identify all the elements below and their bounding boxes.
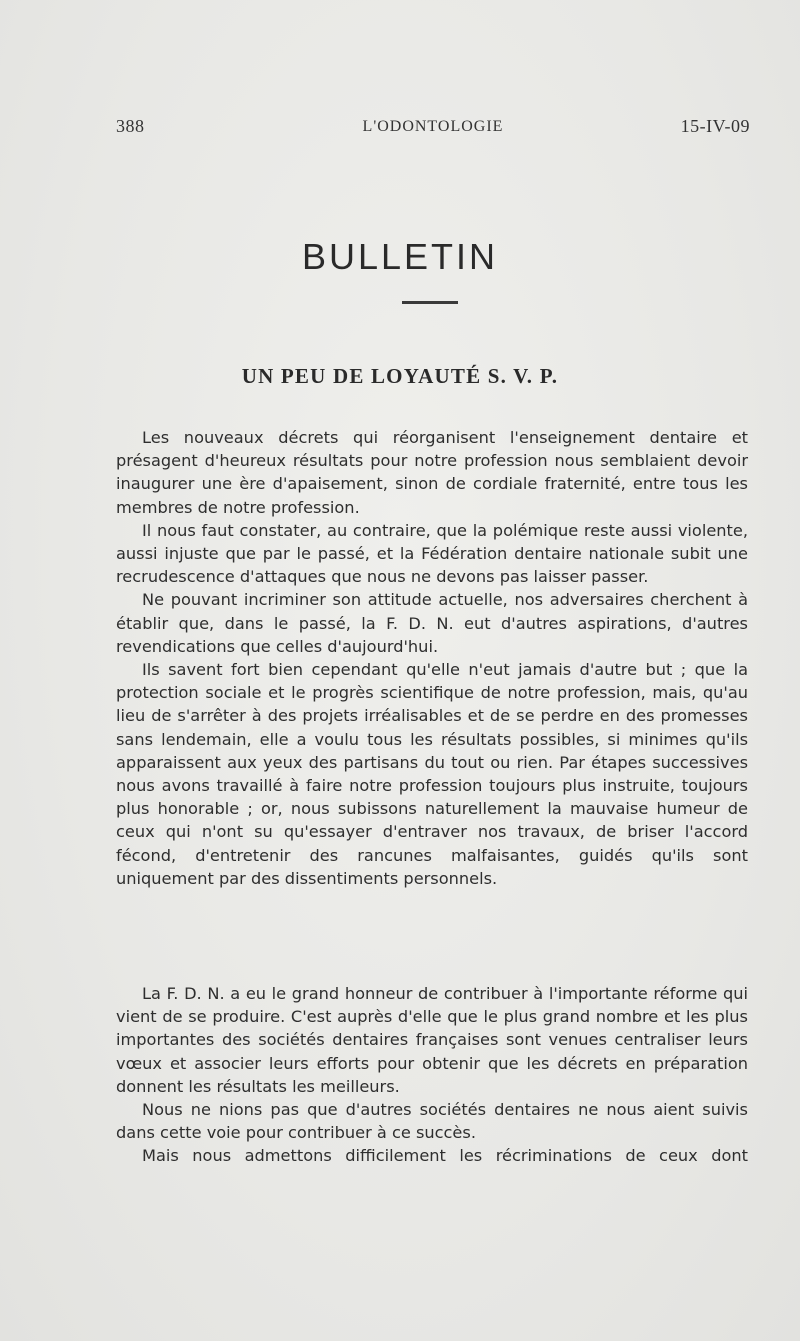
article-body-part-2 — [116, 982, 748, 1168]
article-body-part-1 — [116, 426, 748, 890]
paragraph: La F. D. N. a eu le grand honneur de contribuer à l'importante réforme qui vient de se produire. C'est auprès d'elle que le plus grand nombre et les plus importantes des sociétés dentaires françaises sont venues centraliser leurs vœux et associer leurs efforts pour obtenir que les décrets en préparation donnent les résultats les meilleurs. — [116, 984, 748, 1096]
article-title: UN PEU DE LOYAUTÉ S. V. P. — [241, 364, 559, 388]
running-header — [116, 116, 750, 140]
paragraph: Ne pouvant incriminer son attitude actuelle, nos adversaires cherchent à établir que, dans le passé, la F. D. N. eut d'autres aspirations, d'autres revendications que celles d'aujourd'hui. — [116, 590, 748, 656]
issue-date: 15-IV-09 — [680, 116, 750, 136]
page-number: 388 — [116, 116, 145, 136]
paragraph: Ils savent fort bien cependant qu'elle n'eut jamais d'autre but ; que la protection sociale et le progrès scientifique de notre profession, mais, qu'au lieu de s'arrêter à des projets irréalisables et de se perdre en des promesses sans lendemain, elle a voulu tous les résultats possibles, si minimes qu'ils apparaissent aux yeux des partisans du tout ou rien. Par étapes successives nous avons travaillé à faire notre profession toujours plus instruite, toujours plus honorable ; or, nous subissons naturellement la mauvaise humeur de ceux qui n'ont su qu'essayer d'entraver nos travaux, de briser l'accord fécond, d'entretenir des rancunes malfaisantes, guidés qu'ils sont uniquement par des dissentiments personnels. — [116, 660, 748, 888]
paragraph: Mais nous admettons difficilement les récriminations de ceux dont — [142, 1146, 748, 1166]
paragraph: Nous ne nions pas que d'autres sociétés dentaires ne nous aient suivis dans cette voie pour contribuer à ce succès. — [116, 1100, 748, 1143]
paragraph: Il nous faut constater, au contraire, que la polémique reste aussi violente, aussi injuste que par le passé, et la Fédération dentaire nationale subit une recrudescence d'attaques que nous ne devons pas laisser passer. — [116, 520, 748, 587]
paragraph: Les nouveaux décrets qui réorganisent l'enseignement dentaire et présagent d'heureux résultats pour notre profession nous semblaient devoir inaugurer une ère d'apaisement, sinon de cordiale fraternité, entre tous les membres de notre profession. — [116, 428, 748, 517]
journal-title: L'ODONTOLOGIE — [362, 118, 504, 135]
section-title: BULLETIN — [301, 236, 499, 277]
title-rule — [402, 301, 458, 304]
